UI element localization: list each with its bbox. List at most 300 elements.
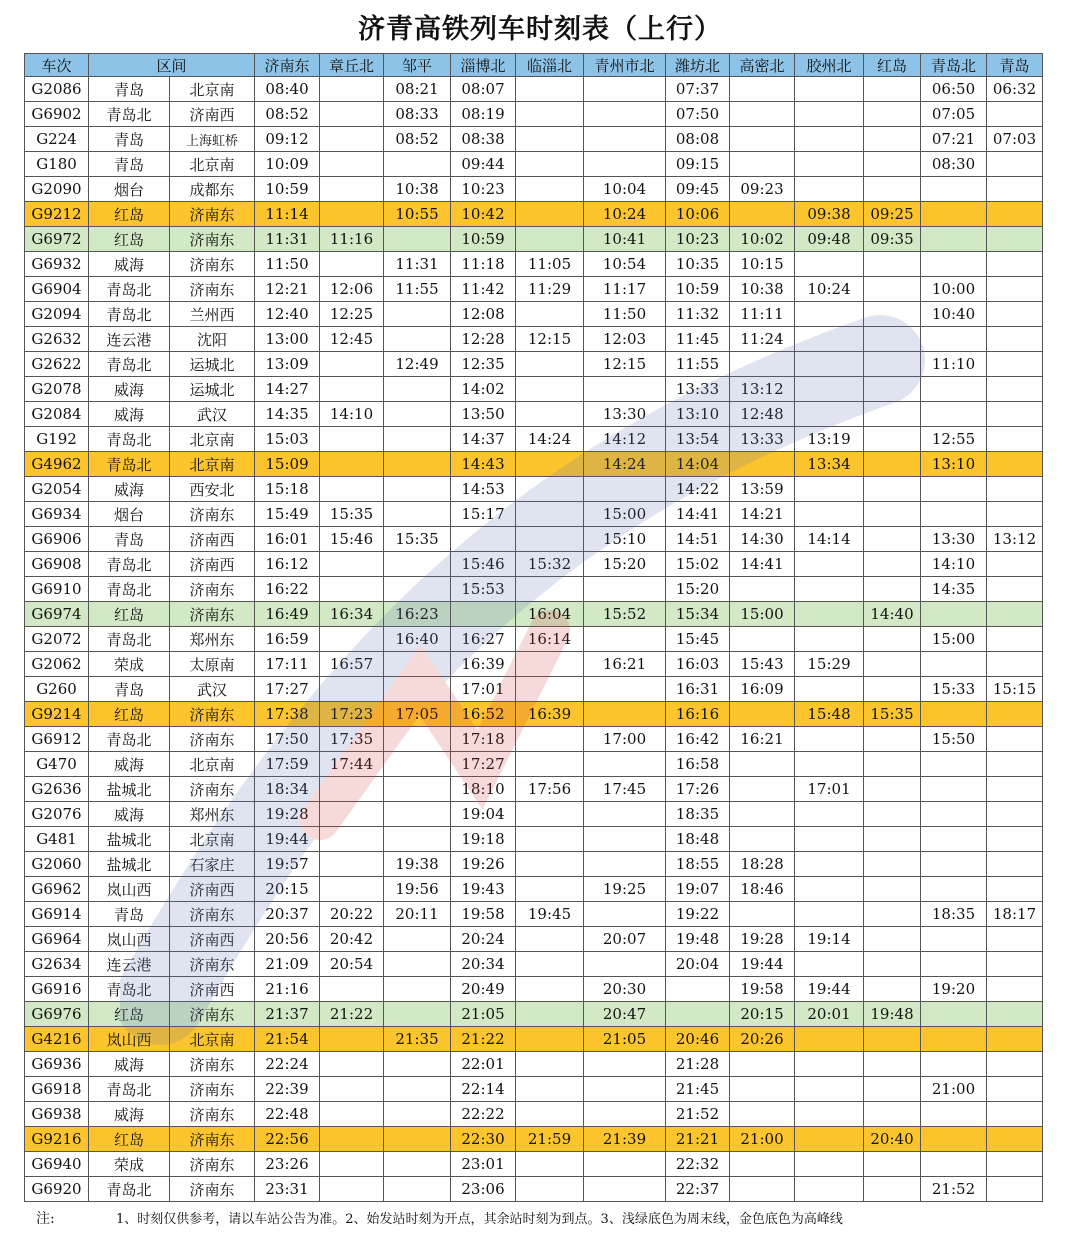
header-station: 章丘北 [320,54,384,77]
time-cell [795,1177,864,1202]
time-cell [584,627,666,652]
time-cell: 21:05 [451,1002,516,1027]
time-cell: 12:45 [320,327,384,352]
time-cell: 18:35 [921,902,987,927]
train-number: G6904 [25,277,89,302]
time-cell: 15:35 [384,527,451,552]
time-cell [320,977,384,1002]
time-cell: 15:33 [921,677,987,702]
time-cell [516,1152,584,1177]
time-cell [384,1127,451,1152]
time-cell [730,802,795,827]
time-cell [795,852,864,877]
destination-station: 武汉 [170,677,255,702]
time-cell: 11:32 [666,302,730,327]
time-cell [384,1102,451,1127]
time-cell: 17:50 [255,727,320,752]
time-cell: 16:39 [516,702,584,727]
time-cell [795,1127,864,1152]
time-cell [987,177,1043,202]
time-cell [795,502,864,527]
time-cell: 14:40 [864,602,921,627]
time-cell: 09:48 [795,227,864,252]
time-cell: 17:38 [255,702,320,727]
time-cell: 17:00 [584,727,666,752]
time-cell [516,527,584,552]
table-row [25,102,1043,127]
time-cell: 15:18 [255,477,320,502]
time-cell: 22:30 [451,1127,516,1152]
time-cell: 19:04 [451,802,516,827]
table-row [25,827,1043,852]
time-cell [987,977,1043,1002]
origin-station: 青岛 [89,127,170,152]
time-cell: 15:49 [255,502,320,527]
destination-station: 石家庄 [170,852,255,877]
time-cell [666,977,730,1002]
time-cell: 20:22 [320,902,384,927]
time-cell: 14:41 [730,552,795,577]
time-cell: 22:14 [451,1077,516,1102]
time-cell: 18:17 [987,902,1043,927]
time-cell [320,377,384,402]
time-cell [516,677,584,702]
table-row [25,777,1043,802]
time-cell: 13:30 [584,402,666,427]
time-cell [795,327,864,352]
time-cell: 11:16 [320,227,384,252]
time-cell [921,877,987,902]
time-cell: 16:14 [516,627,584,652]
origin-station: 青岛北 [89,102,170,127]
time-cell: 08:30 [921,152,987,177]
time-cell: 08:40 [255,77,320,102]
destination-station: 济南东 [170,1077,255,1102]
train-number: G6920 [25,1177,89,1202]
train-number: G6906 [25,527,89,552]
origin-station: 青岛北 [89,627,170,652]
train-number: G180 [25,152,89,177]
table-row [25,902,1043,927]
time-cell: 10:59 [255,177,320,202]
time-cell: 09:38 [795,202,864,227]
time-cell: 17:18 [451,727,516,752]
train-number: G4216 [25,1027,89,1052]
time-cell: 17:23 [320,702,384,727]
time-cell: 19:44 [730,952,795,977]
time-cell: 10:38 [730,277,795,302]
time-cell: 17:01 [451,677,516,702]
time-cell [584,702,666,727]
time-cell [584,752,666,777]
table-row [25,1127,1043,1152]
time-cell [795,152,864,177]
time-cell: 19:58 [730,977,795,1002]
time-cell [730,827,795,852]
time-cell: 20:47 [584,1002,666,1027]
time-cell [730,902,795,927]
time-cell [795,827,864,852]
time-cell: 11:17 [584,277,666,302]
time-cell [320,1177,384,1202]
header-station: 邹平 [384,54,451,77]
table-row [25,527,1043,552]
time-cell: 13:12 [987,527,1043,552]
time-cell [987,1127,1043,1152]
time-cell: 08:08 [666,127,730,152]
table-row [25,402,1043,427]
table-row [25,1077,1043,1102]
time-cell: 19:45 [516,902,584,927]
time-cell [864,527,921,552]
train-number: G2078 [25,377,89,402]
destination-station: 济南东 [170,1177,255,1202]
time-cell [795,377,864,402]
time-cell: 12:40 [255,302,320,327]
time-cell [921,1027,987,1052]
header-station: 红岛 [864,54,921,77]
time-cell [987,477,1043,502]
time-cell [987,577,1043,602]
time-cell [730,77,795,102]
table-row [25,1002,1043,1027]
time-cell: 13:09 [255,352,320,377]
time-cell [320,177,384,202]
time-cell: 07:05 [921,102,987,127]
time-cell: 15:43 [730,652,795,677]
time-cell: 20:56 [255,927,320,952]
destination-station: 济南东 [170,902,255,927]
time-cell [864,977,921,1002]
origin-station: 盐城北 [89,777,170,802]
time-cell [921,252,987,277]
time-cell [516,652,584,677]
time-cell: 10:55 [384,202,451,227]
time-cell [730,1052,795,1077]
time-cell [864,402,921,427]
time-cell [320,627,384,652]
time-cell [516,302,584,327]
time-cell [320,552,384,577]
destination-station: 北京南 [170,152,255,177]
time-cell [987,302,1043,327]
time-cell [516,102,584,127]
time-cell: 08:38 [451,127,516,152]
time-cell [864,102,921,127]
train-number: G2632 [25,327,89,352]
time-cell: 10:59 [666,277,730,302]
time-cell [320,577,384,602]
time-cell: 15:52 [584,602,666,627]
time-cell [730,702,795,727]
time-cell: 11:55 [666,352,730,377]
table-row [25,1102,1043,1127]
time-cell: 16:57 [320,652,384,677]
time-cell [320,477,384,502]
time-cell: 20:42 [320,927,384,952]
time-cell [795,302,864,327]
time-cell: 21:22 [320,1002,384,1027]
destination-station: 济南东 [170,1152,255,1177]
time-cell [987,1027,1043,1052]
time-cell: 11:29 [516,277,584,302]
time-cell: 20:24 [451,927,516,952]
time-cell [795,602,864,627]
time-cell [584,152,666,177]
time-cell [864,877,921,902]
table-row [25,377,1043,402]
time-cell: 21:21 [666,1127,730,1152]
time-cell [516,1102,584,1127]
time-cell [864,252,921,277]
footnote-text: 1、时刻仅供参考，请以车站公告为准。2、始发站时刻为开点，其余站时刻为到点。3、浅绿底色为周末线，金色底色为高峰线 [116,1212,843,1227]
destination-station: 北京南 [170,752,255,777]
time-cell: 14:24 [516,427,584,452]
time-cell [864,452,921,477]
time-cell [864,1052,921,1077]
time-cell: 15:35 [320,502,384,527]
time-cell [987,602,1043,627]
time-cell: 13:50 [451,402,516,427]
time-cell [584,1052,666,1077]
time-cell: 20:11 [384,902,451,927]
train-number: G6932 [25,252,89,277]
time-cell [320,252,384,277]
destination-station: 济南东 [170,202,255,227]
time-cell [384,827,451,852]
time-cell [451,527,516,552]
header-station: 胶州北 [795,54,864,77]
time-cell: 21:39 [584,1127,666,1152]
time-cell: 08:21 [384,77,451,102]
time-cell: 21:09 [255,952,320,977]
time-cell: 21:52 [921,1177,987,1202]
time-cell [320,877,384,902]
origin-station: 青岛北 [89,277,170,302]
time-cell [730,577,795,602]
destination-station: 济南东 [170,952,255,977]
time-cell [795,802,864,827]
time-cell [795,1077,864,1102]
time-cell [384,302,451,327]
time-cell: 06:50 [921,77,987,102]
time-cell: 09:44 [451,152,516,177]
time-cell: 14:10 [921,552,987,577]
time-cell: 08:07 [451,77,516,102]
time-cell: 10:41 [584,227,666,252]
origin-station: 青岛北 [89,302,170,327]
time-cell [864,352,921,377]
time-cell: 18:55 [666,852,730,877]
time-cell: 13:30 [921,527,987,552]
time-cell [864,902,921,927]
time-cell [516,827,584,852]
time-cell [795,102,864,127]
time-cell: 22:32 [666,1152,730,1177]
time-cell [987,452,1043,477]
time-cell [864,802,921,827]
time-cell [384,752,451,777]
time-cell: 16:22 [255,577,320,602]
time-cell [987,1177,1043,1202]
table-row [25,702,1043,727]
time-cell [451,602,516,627]
train-number: G2072 [25,627,89,652]
time-cell [384,227,451,252]
time-cell: 11:45 [666,327,730,352]
time-cell: 09:23 [730,177,795,202]
time-cell: 15:09 [255,452,320,477]
time-cell [921,777,987,802]
time-cell [320,1102,384,1127]
destination-station: 济南东 [170,727,255,752]
time-cell [864,302,921,327]
time-cell: 17:27 [451,752,516,777]
time-cell: 13:12 [730,377,795,402]
time-cell: 16:01 [255,527,320,552]
time-cell [987,352,1043,377]
origin-station: 红岛 [89,702,170,727]
time-cell: 13:00 [255,327,320,352]
time-cell: 18:34 [255,777,320,802]
time-cell: 21:05 [584,1027,666,1052]
time-cell [795,1102,864,1127]
time-cell [320,827,384,852]
time-cell: 07:37 [666,77,730,102]
time-cell: 07:21 [921,127,987,152]
time-cell: 19:56 [384,877,451,902]
time-cell [921,802,987,827]
table-row [25,502,1043,527]
time-cell: 11:18 [451,252,516,277]
destination-station: 济南东 [170,602,255,627]
time-cell [987,777,1043,802]
time-cell [584,827,666,852]
time-cell [987,402,1043,427]
time-cell [516,977,584,1002]
time-cell: 12:03 [584,327,666,352]
time-cell: 19:57 [255,852,320,877]
time-cell: 15:00 [921,627,987,652]
time-cell: 10:24 [795,277,864,302]
time-cell: 21:59 [516,1127,584,1152]
table-row [25,152,1043,177]
time-cell [730,102,795,127]
train-number: G6908 [25,552,89,577]
time-cell [516,952,584,977]
time-cell [864,952,921,977]
time-cell [516,1177,584,1202]
time-cell: 21:52 [666,1102,730,1127]
table-row [25,1177,1043,1202]
time-cell [516,77,584,102]
destination-station: 济南西 [170,527,255,552]
time-cell [987,202,1043,227]
time-cell: 08:52 [255,102,320,127]
time-cell [864,752,921,777]
destination-station: 北京南 [170,77,255,102]
destination-station: 济南东 [170,277,255,302]
time-cell [730,627,795,652]
time-cell: 11:42 [451,277,516,302]
time-cell [795,727,864,752]
time-cell [384,977,451,1002]
time-cell: 10:04 [584,177,666,202]
footnote [36,1208,1056,1228]
time-cell: 19:48 [666,927,730,952]
time-cell: 15:29 [795,652,864,677]
origin-station: 青岛北 [89,427,170,452]
train-number: G9214 [25,702,89,727]
time-cell: 19:44 [795,977,864,1002]
time-cell [584,577,666,602]
time-cell: 15:45 [666,627,730,652]
train-number: G6912 [25,727,89,752]
time-cell: 15:35 [864,702,921,727]
origin-station: 青岛北 [89,352,170,377]
time-cell: 15:00 [730,602,795,627]
time-cell: 18:10 [451,777,516,802]
time-cell: 14:35 [921,577,987,602]
time-cell [987,1002,1043,1027]
time-cell: 15:46 [320,527,384,552]
destination-station: 济南西 [170,877,255,902]
destination-station: 西安北 [170,477,255,502]
time-cell: 20:15 [255,877,320,902]
time-cell [795,77,864,102]
time-cell: 12:25 [320,302,384,327]
time-cell [864,777,921,802]
time-cell [987,752,1043,777]
time-cell [864,1177,921,1202]
time-cell: 10:23 [451,177,516,202]
table-row [25,602,1043,627]
time-cell: 13:10 [921,452,987,477]
train-number: G6972 [25,227,89,252]
time-cell [795,752,864,777]
time-cell: 19:43 [451,877,516,902]
time-cell: 19:38 [384,852,451,877]
time-cell: 14:04 [666,452,730,477]
time-cell: 11:10 [921,352,987,377]
time-cell: 14:30 [730,527,795,552]
origin-station: 威海 [89,802,170,827]
destination-station: 北京南 [170,1027,255,1052]
time-cell [730,752,795,777]
time-cell [795,677,864,702]
origin-station: 盐城北 [89,827,170,852]
train-number: G6976 [25,1002,89,1027]
origin-station: 青岛 [89,902,170,927]
time-cell [987,427,1043,452]
time-cell: 10:24 [584,202,666,227]
header-station: 潍坊北 [666,54,730,77]
destination-station: 济南东 [170,227,255,252]
time-cell [516,727,584,752]
time-cell [730,352,795,377]
time-cell: 11:14 [255,202,320,227]
destination-station: 上海虹桥 [170,127,255,152]
table-row [25,127,1043,152]
time-cell [730,152,795,177]
train-number: G260 [25,677,89,702]
origin-station: 红岛 [89,202,170,227]
header-row [25,54,1043,77]
time-cell: 12:35 [451,352,516,377]
table-row [25,927,1043,952]
time-cell [384,1152,451,1177]
time-cell [921,402,987,427]
